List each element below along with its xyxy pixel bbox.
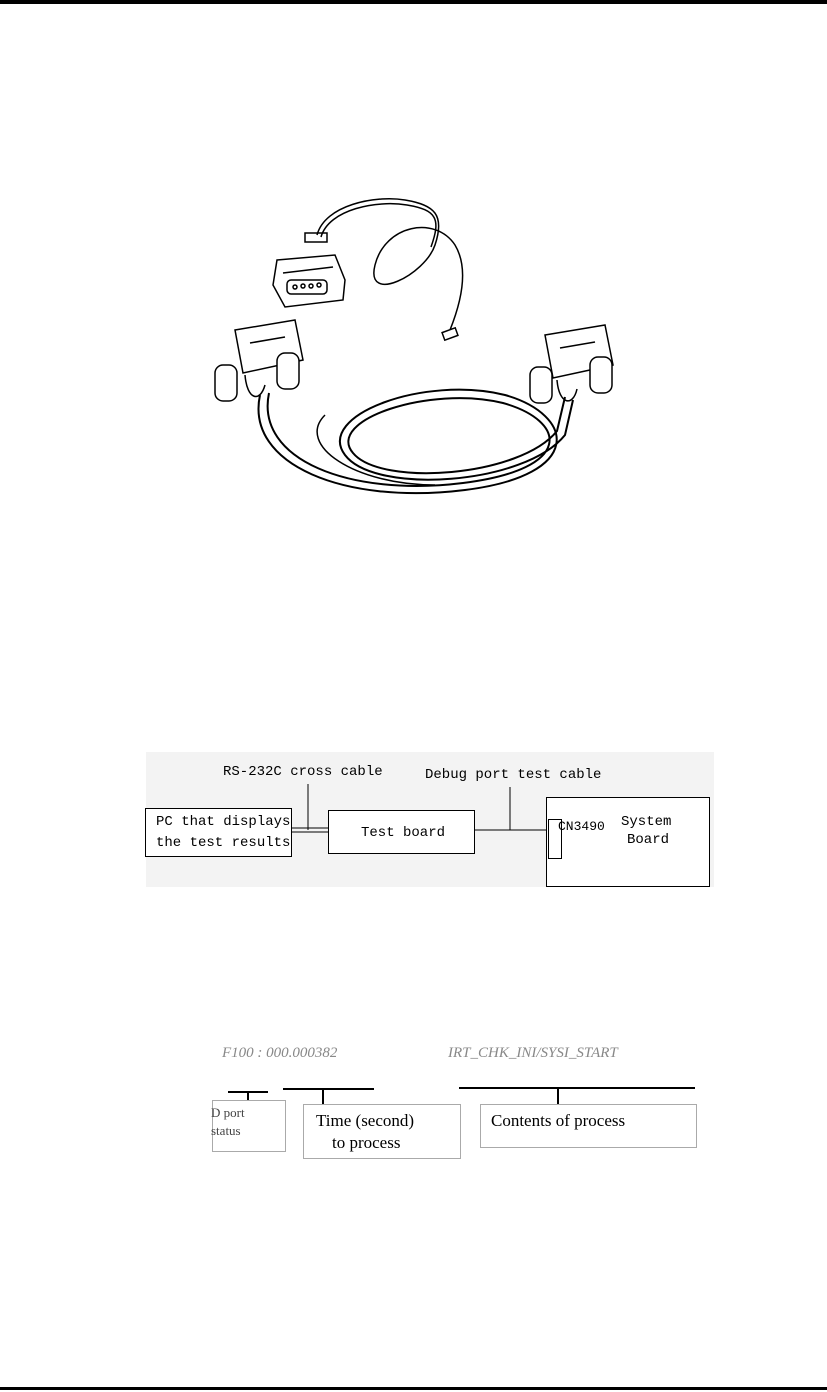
right-db9-connector [530,325,613,403]
test-board-box [328,810,475,854]
pc-label-line1: PC that displays [156,814,291,830]
time-line2: to process [332,1133,401,1152]
connection-diagram [146,752,714,887]
system-board-label-line2: Board [627,832,670,848]
time-line1: Time (second) [316,1111,415,1130]
contents-box [480,1104,697,1148]
bottom-rule [0,1387,827,1390]
contents-label: Contents of process [491,1111,626,1130]
pc-box [145,808,292,857]
cn3490-label: CN3490 [558,819,605,834]
pc-label-line2: the test results [156,835,291,851]
debug-cable-illustration [205,185,635,515]
time-box [303,1104,461,1159]
top-rule [0,0,827,4]
test-board-illustration [273,233,345,307]
dport-status-line2: status [211,1123,241,1138]
sample-code-text: F100 : 000.000382 [222,1045,338,1061]
system-board-box [546,797,710,887]
sample-process-text: IRT_CHK_INI/SYSI_START [448,1045,618,1061]
output-format-annotation [208,1040,708,1165]
rs232c-cable-label: RS-232C cross cable [223,764,383,780]
dport-status-box [212,1100,286,1152]
debug-port-cable-label: Debug port test cable [425,767,602,783]
left-db9-connector [215,320,303,401]
system-board-label-line1: System [621,814,672,830]
dport-status-line1: D port [211,1105,245,1120]
test-board-label: Test board [361,825,446,841]
